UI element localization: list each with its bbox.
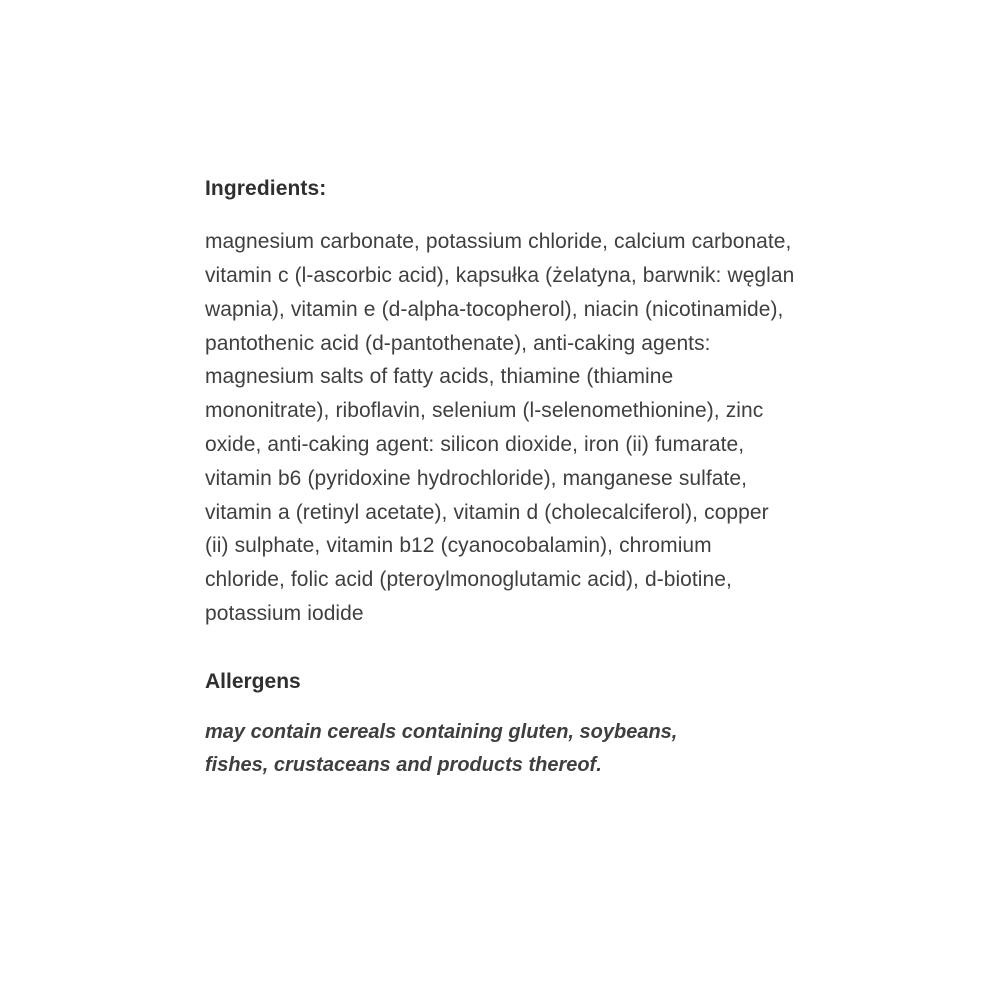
ingredients-heading: Ingredients: xyxy=(205,177,327,200)
allergens-section xyxy=(205,669,795,782)
allergens-text: may contain cereals containing gluten, soybeans, fishes, crustaceans and products thereof. xyxy=(205,720,678,776)
ingredients-text: magnesium carbonate, potassium chloride, calcium carbonate, vitamin c (l-ascorbic acid), kapsułka (żelatyna, barwnik: węglan wapnia), vitamin e (d-alpha-tocopherol), niacin (nicotinamide), pantothenic acid (d-pantothenate), anti-caking agents: magnesium salts of fatty acids, thiamine (thiamine mononitrate), riboflavin, selenium (l-selenomethionine), zinc oxide, anti-caking agent: silicon dioxide, iron (ii) fumarate, vitamin b6 (pyridoxine hydrochloride), manganese sulfate, vitamin a (retinyl acetate), vitamin d (cholecalciferol), copper (ii) sulphate, vitamin b12 (cyanocobalamin), chromium chloride, folic acid (pteroylmonoglutamic acid), d-biotine, potassium iodide xyxy=(205,230,795,625)
document-content xyxy=(205,176,795,782)
ingredients-section xyxy=(205,176,795,631)
allergens-heading: Allergens xyxy=(205,669,301,693)
